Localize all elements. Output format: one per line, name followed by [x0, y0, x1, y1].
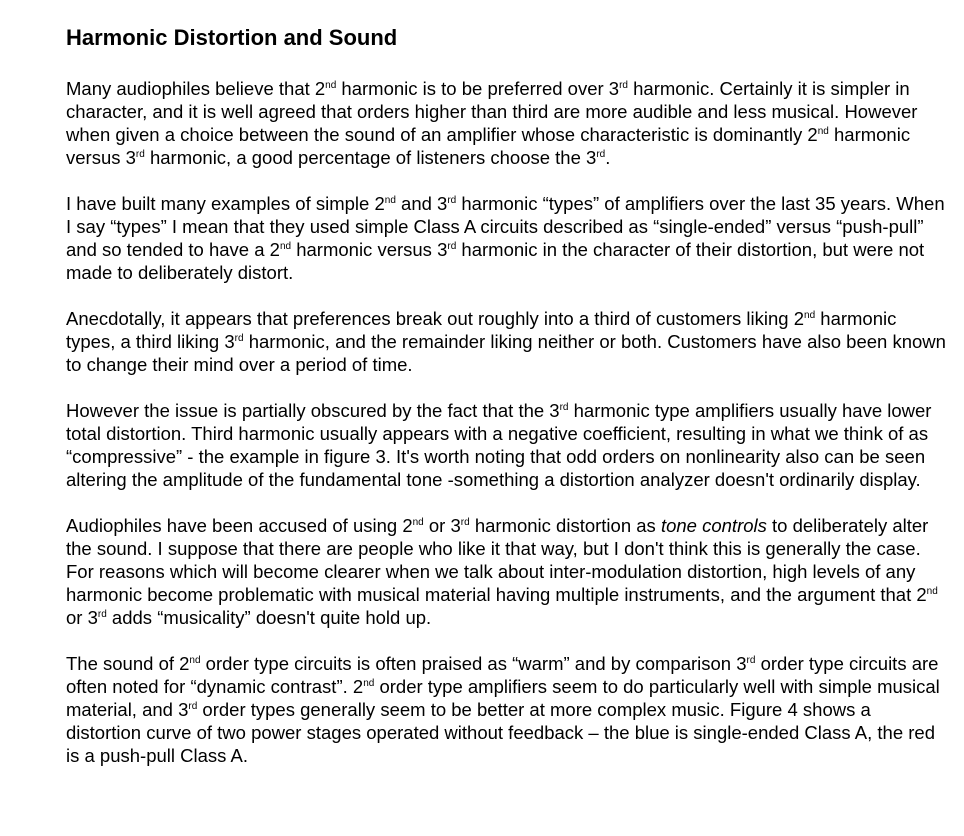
- ordinal-suffix: nd: [804, 310, 816, 321]
- ordinal-suffix: rd: [97, 609, 107, 620]
- ordinal-suffix: nd: [384, 195, 396, 206]
- ordinal-suffix: nd: [189, 655, 201, 666]
- text-run: order type circuits are often noted for “dynamic contrast”. 2: [66, 653, 939, 697]
- ordinal-suffix: rd: [619, 80, 628, 91]
- ordinal-suffix: nd: [363, 678, 375, 689]
- text-run: or 3: [66, 607, 98, 628]
- text-run: and 3: [395, 193, 448, 214]
- text-run: harmonic, and the remainder liking neither or both. Customers have also been known to change their mind over a period of time.: [66, 331, 946, 375]
- text-run: harmonic versus 3: [291, 239, 448, 260]
- ordinal-suffix: nd: [325, 80, 337, 91]
- text-run: .: [605, 147, 611, 168]
- ordinal-suffix: rd: [447, 241, 457, 252]
- paragraph-2: [66, 192, 946, 284]
- text-run: harmonic types, a third liking 3: [66, 308, 897, 352]
- ordinal-suffix: rd: [135, 149, 145, 160]
- text-run: The sound of 2: [66, 653, 190, 674]
- text-run: harmonic in the character of their distortion, but were not made to deliberately distort.: [66, 239, 925, 283]
- text-run: to deliberately alter the sound. I suppose that there are people who like it that way, but I don't think this is generally the case. For reasons which will become clearer when we talk about inter-modulation distortion, high levels of any harmonic become problematic with musical material having multiple instruments, and the argument that 2: [66, 515, 929, 605]
- ordinal-suffix: nd: [817, 126, 829, 137]
- ordinal-suffix: nd: [279, 241, 292, 252]
- ordinal-suffix: rd: [596, 149, 606, 160]
- text-run: Anecdotally, it appears that preferences break out roughly into a third of customers liking 2: [66, 308, 805, 329]
- paragraph-6: [66, 652, 946, 767]
- text-run: However the issue is partially obscured by the fact that the 3: [66, 400, 560, 421]
- ordinal-suffix: rd: [460, 517, 470, 528]
- text-run: harmonic type amplifiers usually have lower total distortion. Third harmonic usually appears with a negative coefficient, resulting in what we think of as “compressive” - the example in figure 3. It's worth noting that odd orders on nonlinearity also can be seen altering the amplitude of the fundamental tone -something a distortion analyzer doesn't ordinarily display.: [66, 400, 932, 490]
- text-run: Many audiophiles believe that 2: [66, 78, 326, 99]
- paragraph-1: [66, 77, 946, 169]
- text-run: harmonic, a good percentage of listeners choose the 3: [144, 147, 597, 168]
- text-run: harmonic is to be preferred over 3: [336, 78, 620, 99]
- ordinal-suffix: rd: [447, 195, 457, 206]
- ordinal-suffix: rd: [746, 655, 756, 666]
- text-run: harmonic distortion as: [469, 515, 661, 536]
- document-page: [66, 20, 946, 790]
- italic-text-run: tone controls: [660, 515, 767, 536]
- text-run: harmonic versus 3: [66, 124, 911, 168]
- text-run: harmonic “types” of amplifiers over the last 35 years. When I say “types” I mean that they used simple Class A circuits described as “single-ended” versus “push-pull” and so tended to have a 2: [66, 193, 945, 260]
- document-title: Harmonic Distortion and Sound: [66, 25, 398, 50]
- text-run: order type circuits is often praised as “warm” and by comparison 3: [200, 653, 747, 674]
- paragraph-3: [66, 307, 946, 376]
- text-run: Audiophiles have been accused of using 2: [66, 515, 413, 536]
- text-run: adds “musicality” doesn't quite hold up.: [106, 607, 432, 628]
- text-run: or 3: [423, 515, 461, 536]
- ordinal-suffix: rd: [188, 701, 198, 712]
- text-run: I have built many examples of simple 2: [66, 193, 385, 214]
- text-run: order types generally seem to be better at more complex music. Figure 4 shows a distortion curve of two power stages operated without feedback – the blue is single-ended Class A, the red is a push-pull Class A.: [66, 699, 935, 766]
- paragraph-5: [66, 514, 946, 629]
- text-run: order type amplifiers seem to do particularly well with simple musical material, and 3: [66, 676, 940, 720]
- paragraph-4: [66, 399, 946, 491]
- ordinal-suffix: rd: [234, 333, 244, 344]
- ordinal-suffix: rd: [559, 402, 569, 413]
- text-run: harmonic. Certainly it is simpler in character, and it is well agreed that orders higher than third are more audible and less musical. However when given a choice between the sound of an amplifier whose characteristic is dominantly 2: [66, 78, 918, 145]
- ordinal-suffix: nd: [926, 586, 938, 597]
- ordinal-suffix: nd: [412, 517, 424, 528]
